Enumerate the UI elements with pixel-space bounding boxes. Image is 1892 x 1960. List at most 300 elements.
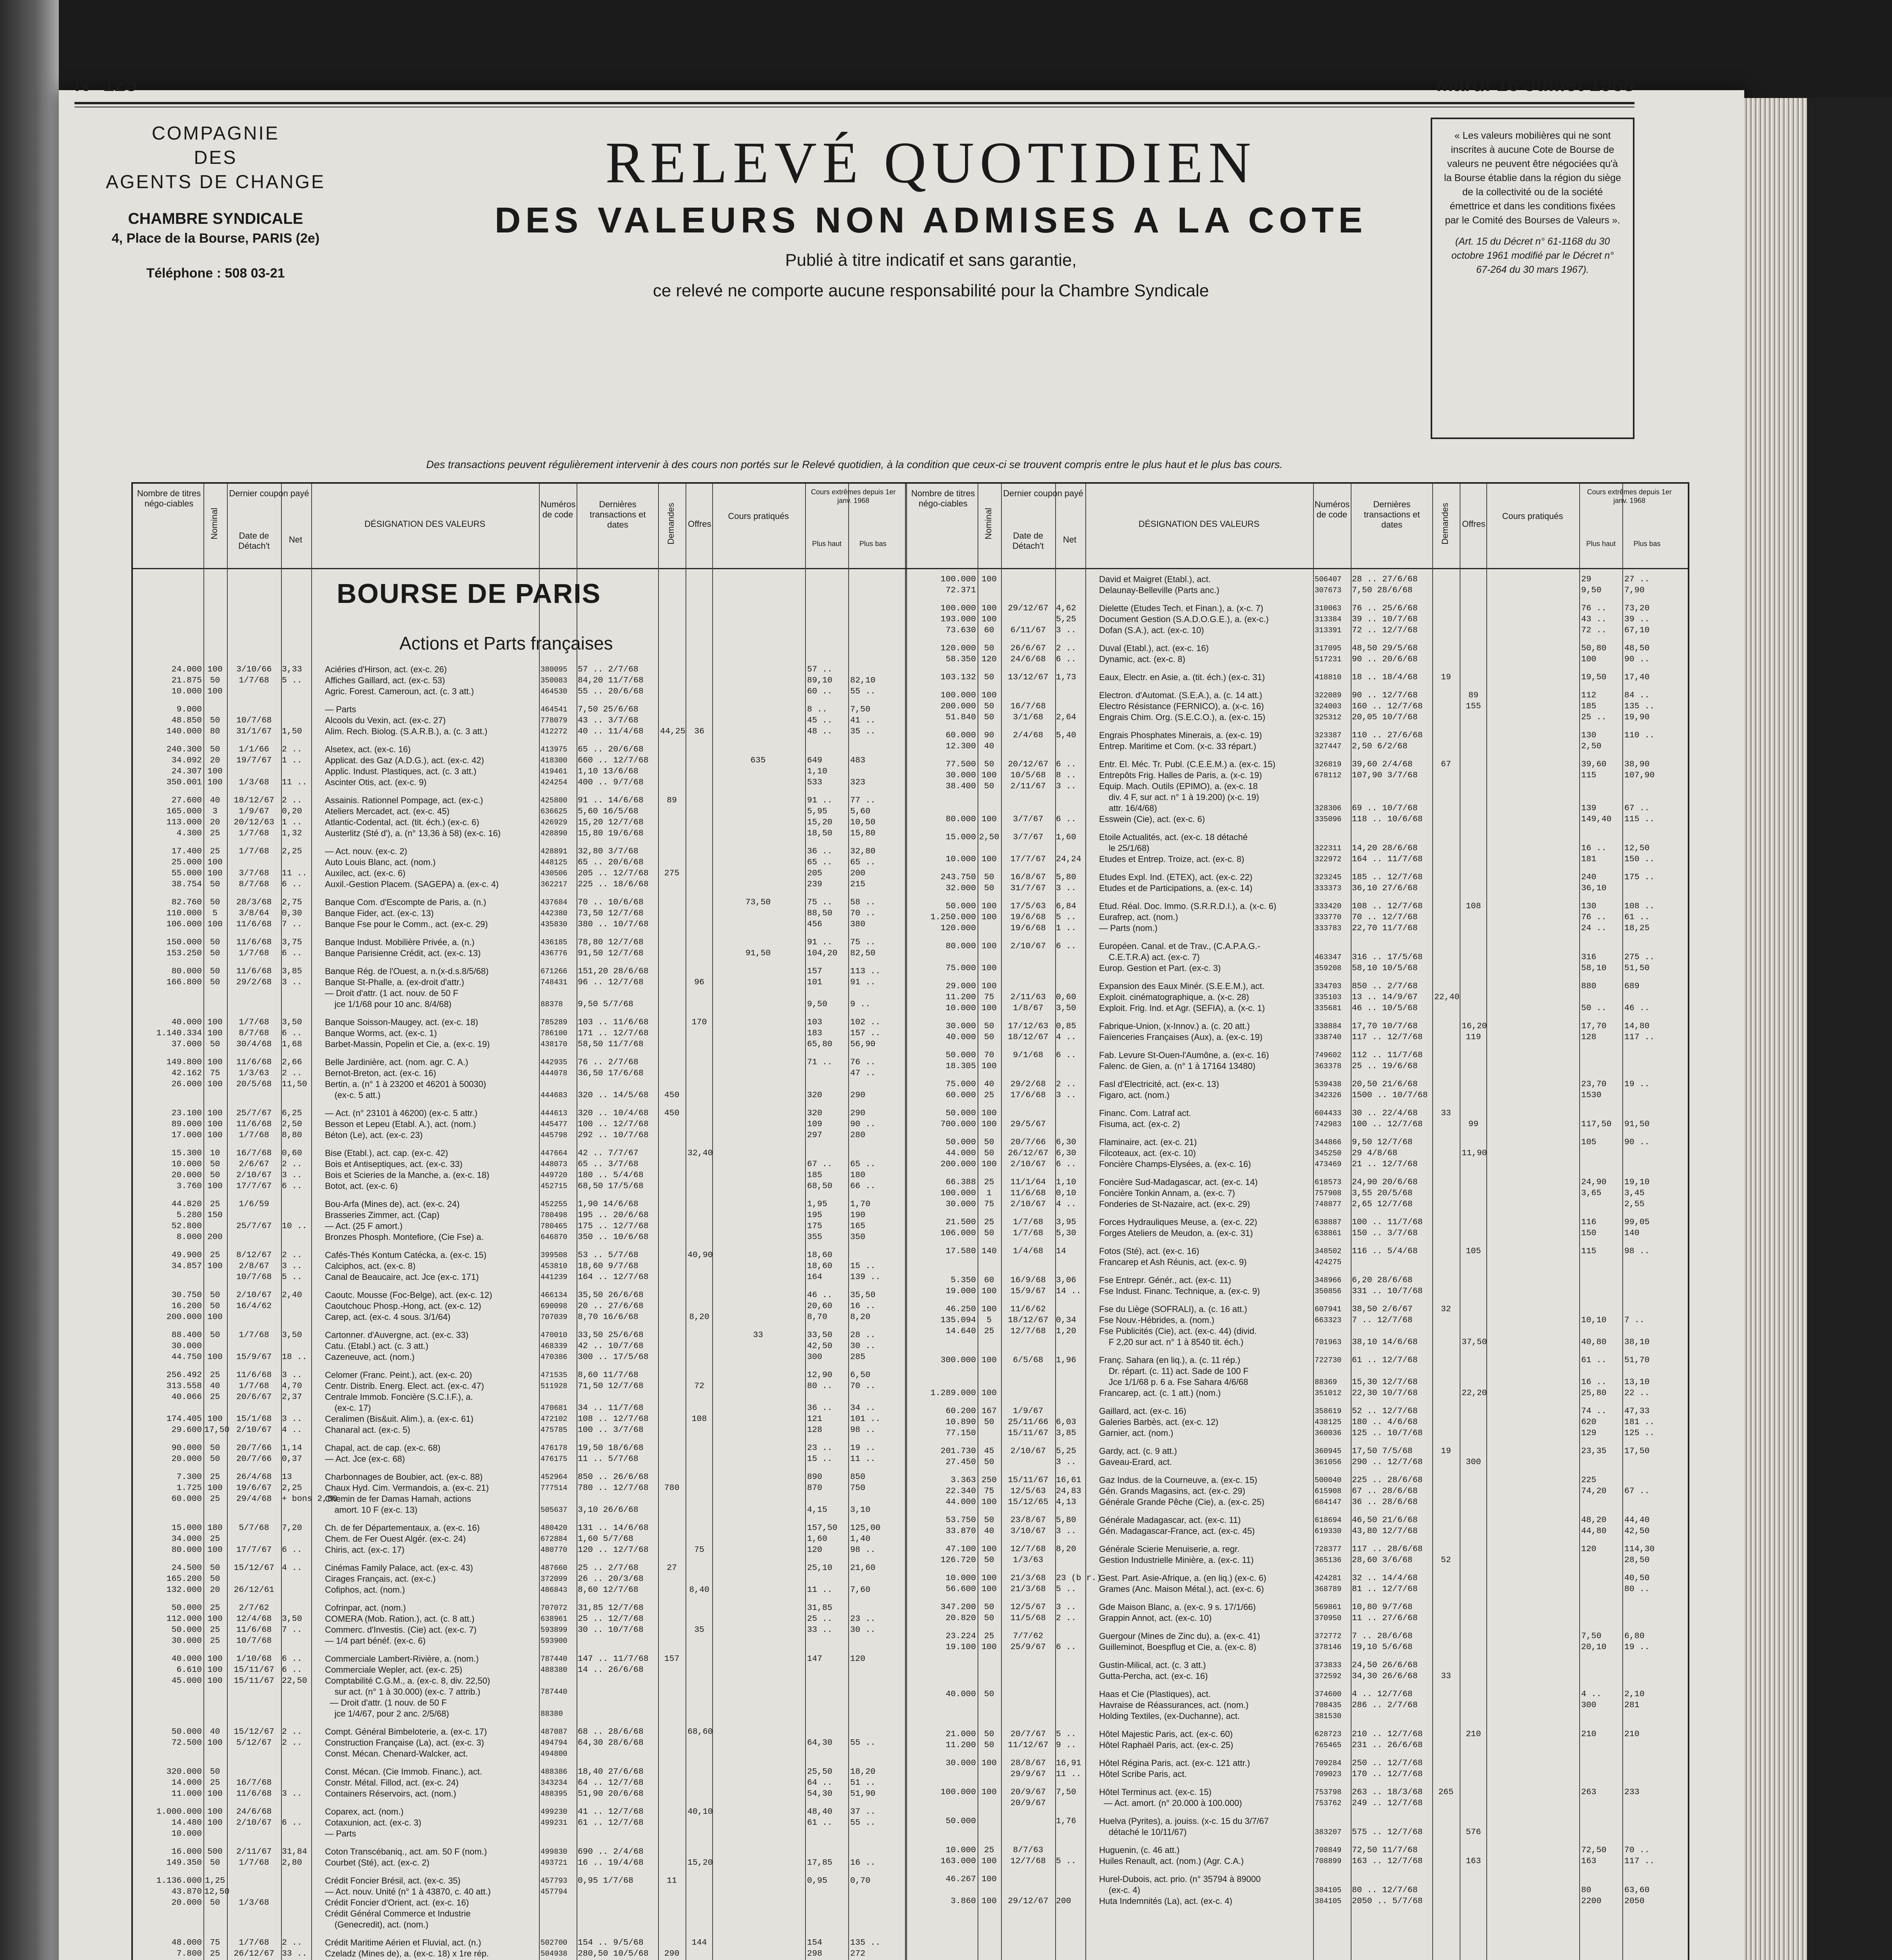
transaction-cell: 210 .. 12/7/68 [1352, 1730, 1423, 1739]
titres-cell: 193.000 [940, 615, 976, 624]
nominal-cell: 100 [207, 1483, 223, 1493]
table-row [133, 1686, 905, 1697]
designation-cell: Gén. Grands Magasins, act. (ex-c. 29) [1099, 1486, 1245, 1496]
demandes-cell: 19 [1441, 673, 1451, 682]
titres-cell: 9.000 [176, 705, 202, 714]
table-row [907, 1286, 1688, 1297]
row-gap [133, 1323, 905, 1330]
titres-cell: 56.600 [945, 1584, 976, 1594]
table-row [907, 792, 1688, 803]
table-row [907, 1021, 1688, 1032]
nominal-cell: 50 [984, 1555, 994, 1565]
net-cell: 1,14 [282, 1443, 302, 1453]
table-row [133, 1221, 905, 1232]
transaction-cell: 34 .. 11/7/68 [578, 1403, 644, 1413]
nominal-cell: 100 [207, 1181, 223, 1191]
plus-bas-cell: 140 [1624, 1229, 1640, 1238]
plus-haut-cell: 43 .. [1581, 615, 1607, 624]
code-cell: 381530 [1315, 1712, 1342, 1720]
designation-cell: Botot, act. (ex-c. 6) [325, 1181, 398, 1191]
transaction-cell: 7 .. 12/7/68 [1352, 1316, 1413, 1325]
designation-cell: Franç. Sahara (en liq.), a. (c. 11 rép.) [1099, 1355, 1241, 1365]
date-cell: 1/7/68 [239, 1938, 269, 1947]
designation-cell: Cinémas Family Palace, act. (ex-c. 43) [325, 1563, 473, 1573]
code-cell: 618573 [1315, 1178, 1342, 1187]
designation-cell: — Act. (25 F amort.) [325, 1221, 403, 1231]
titres-cell: 5.350 [951, 1276, 976, 1285]
code-cell: 428890 [541, 829, 568, 838]
plus-bas-cell: 380 [850, 920, 865, 929]
net-cell: 3,85 [282, 967, 302, 976]
plus-haut-cell: 103 [807, 1018, 822, 1027]
titres-cell: 37.000 [171, 1040, 202, 1049]
designation-cell: attr. 16/4/68) [1099, 803, 1157, 813]
hdr-transactions: Dernières transactions et dates [1364, 499, 1420, 530]
date-cell: 15/11/67 [234, 1665, 274, 1675]
designation-cell: Banque Parisienne Crédit, act. (ex-c. 13) [325, 948, 481, 958]
plus-bas-cell: 18,20 [850, 1767, 876, 1777]
table-row [907, 603, 1688, 614]
date-cell: 2/10/67 [236, 1290, 272, 1300]
table-row [133, 1443, 905, 1454]
designation-cell: Engrais Phosphates Minerais, a. (ex-c. 19) [1099, 730, 1262, 740]
row-gap [133, 1283, 905, 1290]
table-row [133, 1523, 905, 1534]
table-row [133, 777, 905, 788]
table-row [133, 1090, 905, 1101]
plus-bas-cell: 75 .. [850, 938, 876, 947]
table-row [907, 854, 1688, 865]
titres-cell: 47.100 [945, 1544, 976, 1554]
offres-cell: 8,40 [689, 1585, 709, 1595]
designation-cell: Coton Transcébaniq., act. am. 50 F (nom.) [325, 1847, 487, 1857]
plus-bas-cell: 190 [850, 1210, 865, 1220]
row-gap [133, 1868, 905, 1875]
titres-cell: 16.000 [171, 1847, 202, 1857]
titres-cell: 174.405 [166, 1414, 202, 1424]
titres-cell: 20.000 [171, 1454, 202, 1464]
hdr-plus-haut: Plus haut [812, 540, 842, 548]
table-row [133, 1563, 905, 1573]
titres-cell: 32.000 [945, 884, 976, 893]
plus-haut-cell: 297 [807, 1131, 822, 1140]
nominal-cell: 25 [210, 1250, 220, 1260]
plus-haut-cell: 24 .. [1581, 924, 1607, 933]
transaction-cell: 13 .. 14/9/67 [1352, 993, 1418, 1002]
code-cell: 399508 [541, 1251, 568, 1259]
plus-bas-cell: 13,10 [1624, 1377, 1650, 1387]
nominal-cell: 25 [210, 1200, 220, 1209]
date-cell: 8/7/63 [1013, 1846, 1043, 1855]
row-gap [907, 1239, 1688, 1246]
plus-haut-cell: 225 [1581, 1475, 1596, 1485]
issue-number: N° 125 [74, 73, 137, 96]
date-cell: 29/4/68 [236, 1494, 272, 1504]
transaction-cell: 36,50 17/6/68 [578, 1069, 644, 1078]
net-cell: 2,75 [282, 898, 302, 907]
transaction-cell: 73,50 12/7/68 [578, 909, 644, 918]
plus-bas-cell: 290 [850, 1109, 865, 1118]
designation-cell: Banque Fider, act. (ex-c. 13) [325, 908, 434, 918]
code-cell: 324003 [1315, 702, 1342, 711]
designation-cell: Barbet-Massin, Popelin et Cie, a. (ex-c. 19) [325, 1039, 490, 1049]
nominal-cell: 75 [210, 1069, 220, 1078]
demandes-cell: 290 [664, 1949, 680, 1958]
nominal-cell: 25 [210, 1472, 220, 1482]
nominal-cell: 50 [984, 1690, 994, 1699]
date-cell: 3/7/67 [1013, 833, 1043, 842]
titres-cell: 120.000 [940, 644, 976, 653]
plus-bas-cell: 108 .. [1624, 902, 1655, 911]
plus-haut-cell: 128 [1581, 1033, 1596, 1042]
nominal-cell: 100 [981, 942, 997, 951]
nominal-cell: 100 [207, 1614, 223, 1624]
table-row [907, 883, 1688, 894]
transaction-cell: 1,90 14/6/68 [578, 1200, 639, 1209]
net-cell: 3 .. [282, 1370, 302, 1380]
code-cell: 619330 [1315, 1527, 1342, 1535]
designation-cell: amort. 10 F (ex-c. 13) [325, 1505, 417, 1515]
nominal-cell: 50 [210, 716, 220, 725]
designation-cell: Brasseries Zimmer, act. (Cap) [325, 1210, 440, 1220]
nominal-cell: 100 [981, 615, 997, 624]
plus-haut-cell: 620 [1581, 1417, 1596, 1427]
transaction-cell: 90 .. 12/7/68 [1352, 691, 1418, 700]
table-row [907, 741, 1688, 752]
code-cell: 448073 [541, 1160, 568, 1169]
plus-bas-cell: 120 [850, 1654, 865, 1664]
designation-cell: Duval (Etabl.), act. (ex-c. 16) [1099, 643, 1209, 653]
row-gap [907, 1043, 1688, 1050]
nominal-cell: 50 [210, 949, 220, 958]
plus-haut-cell: 25,50 [807, 1767, 833, 1777]
demandes-cell: 44,25 [660, 727, 686, 736]
plus-haut-cell: 72 .. [1581, 626, 1607, 635]
nominal-cell: 20 [210, 1585, 220, 1595]
designation-cell: Assainis. Rationnel Pompage, act. (ex-c.) [325, 795, 483, 805]
designation-cell: — Droit d'attr. (1 act. nouv. de 50 F [325, 988, 459, 998]
nominal-cell: 50 [984, 673, 994, 682]
table-row [133, 919, 905, 930]
plus-bas-cell: 102 .. [850, 1018, 881, 1027]
transaction-cell: 35,50 26/6/68 [578, 1290, 644, 1300]
designation-cell: Bronzes Phosph. Montefiore, (Cie Fse) a. [325, 1232, 484, 1242]
plus-haut-cell: 5,95 [807, 807, 827, 816]
transaction-cell: 316 .. 17/5/68 [1352, 953, 1423, 962]
table-row [907, 1388, 1688, 1399]
plus-bas-cell: 66 .. [850, 1181, 876, 1191]
plus-haut-cell: 139 [1581, 804, 1596, 813]
nominal-cell: 50 [984, 884, 994, 893]
date-cell: 11/6/68 [236, 1370, 272, 1380]
date-cell: 25/7/67 [236, 1109, 272, 1118]
code-cell: 452255 [541, 1200, 568, 1209]
table-row [133, 1425, 905, 1436]
designation-cell: Flaminaire, act. (ex-c. 21) [1099, 1137, 1197, 1147]
titres-cell: 18.305 [945, 1062, 976, 1071]
net-cell: 3 .. [282, 1261, 302, 1271]
designation-cell: Forges Ateliers de Meudon, a. (ex-c. 31) [1099, 1228, 1253, 1238]
code-cell: 448125 [541, 858, 568, 867]
offres-cell: 96 [694, 978, 704, 987]
transaction-cell: 30 .. 10/7/68 [578, 1625, 644, 1635]
plus-haut-cell: 298 [807, 1949, 822, 1958]
transaction-cell: 68,50 17/5/68 [578, 1181, 644, 1191]
row-gap [133, 737, 905, 744]
transaction-cell: 31,85 12/7/68 [578, 1603, 644, 1613]
nominal-cell: 50 [984, 1229, 994, 1238]
transaction-cell: 96 .. 12/7/68 [578, 978, 644, 987]
demandes-cell: 52 [1441, 1555, 1451, 1565]
plus-bas-cell: 750 [850, 1483, 865, 1493]
row-gap [133, 1799, 905, 1806]
titres-cell: 44.000 [945, 1497, 976, 1507]
titres-cell: 11.200 [945, 993, 976, 1002]
date-cell: 17/7/67 [1010, 855, 1046, 864]
code-cell: 438125 [1315, 1418, 1342, 1426]
plus-bas-cell: 23 .. [850, 1614, 876, 1624]
plus-haut-cell: 58,10 [1581, 964, 1607, 973]
code-cell: 322311 [1315, 844, 1342, 853]
date-cell: 20/7/66 [1010, 1138, 1046, 1147]
net-cell: 2,40 [282, 1290, 302, 1300]
row-gap [907, 636, 1688, 643]
net-cell: 6 .. [1056, 815, 1076, 824]
transaction-cell: 225 .. 28/6/68 [1352, 1475, 1423, 1485]
titres-cell: 320.000 [166, 1767, 202, 1777]
code-cell: 476178 [541, 1444, 568, 1452]
demandes-cell: 265 [1438, 1788, 1454, 1797]
code-cell: 384105 [1315, 1897, 1342, 1906]
table-row [907, 1660, 1688, 1671]
plus-haut-cell: 115 [1581, 771, 1596, 780]
table-row [907, 843, 1688, 854]
code-cell: 335103 [1315, 993, 1342, 1002]
code-cell: 511928 [541, 1382, 568, 1390]
nominal-cell: 25 [210, 1636, 220, 1646]
plus-haut-cell: 115 [1581, 1247, 1596, 1256]
designation-cell: div. 4 F, sur act. n° 1 à 19.200) (x-c. 19) [1099, 792, 1259, 802]
plus-haut-cell: 80 .. [807, 1381, 833, 1391]
row-gap [133, 1555, 905, 1563]
date-cell: 11/6/68 [236, 1625, 272, 1635]
designation-cell: Grames (Anc. Maison Métal.), act. (ex-c. 6) [1099, 1584, 1264, 1594]
plus-bas-cell: 51,50 [1624, 964, 1650, 973]
plus-bas-cell: 16 .. [850, 1858, 876, 1867]
date-cell: 20/9/67 [1010, 1788, 1046, 1797]
offres-cell: 15,20 [688, 1858, 713, 1867]
titres-cell: 50.000 [171, 1625, 202, 1635]
date-cell: 1/7/68 [239, 829, 269, 838]
date-cell: 2/8/67 [239, 1261, 269, 1271]
designation-cell: Etudes Expl. Ind. (ETEX), act. (ex-c. 22) [1099, 872, 1253, 882]
code-cell: 363378 [1315, 1062, 1342, 1071]
code-cell: 373833 [1315, 1661, 1342, 1670]
date-cell: 25/9/67 [1010, 1642, 1046, 1652]
table-row [133, 1261, 905, 1272]
masthead-line1: Publié à titre indicatif et sans garantie, [785, 250, 1077, 270]
nominal-cell: 100 [207, 1131, 223, 1140]
plus-bas-cell: 280 [850, 1131, 865, 1140]
date-cell: 2/10/67 [1010, 942, 1046, 951]
net-cell: 1,60 [1056, 833, 1076, 842]
titres-cell: 149.350 [166, 1858, 202, 1867]
titres-cell: 165.200 [166, 1574, 202, 1584]
table-row [133, 1919, 905, 1930]
designation-cell: Aciéries d'Hirson, act. (ex-c. 26) [325, 664, 447, 674]
net-cell: 5 .. [1056, 1857, 1076, 1866]
designation-cell: sur act. (n° 1 à 30.000) (ex-c. 7 attrib.) [325, 1687, 481, 1697]
date-cell: 1/3/63 [239, 1069, 269, 1078]
code-cell: 487087 [541, 1728, 568, 1736]
plus-bas-cell: 51,90 [850, 1789, 876, 1798]
plus-bas-cell: 7,60 [850, 1585, 871, 1595]
transaction-cell: 290 .. 12/7/68 [1352, 1457, 1423, 1467]
row-gap [133, 788, 905, 795]
transaction-cell: 64,30 28/6/68 [578, 1738, 644, 1748]
plus-haut-cell: 154 [807, 1938, 822, 1947]
plus-bas-cell: 42,50 [1624, 1526, 1650, 1536]
nominal-cell: 45 [984, 1446, 994, 1456]
titres-cell: 34.857 [171, 1261, 202, 1271]
transaction-cell: 69 .. 10/7/68 [1352, 804, 1418, 813]
row-gap [133, 1141, 905, 1148]
date-cell: 6/5/68 [1013, 1356, 1043, 1365]
designation-cell: Courbet (Sté), act. (ex-c. 2) [325, 1858, 430, 1867]
titres-cell: 82.760 [171, 898, 202, 907]
net-cell: 0,30 [282, 909, 302, 918]
code-cell: 338884 [1315, 1022, 1342, 1031]
plus-haut-cell: 25,10 [807, 1563, 833, 1573]
table-row [133, 1828, 905, 1839]
plus-haut-cell: 36,10 [1581, 884, 1607, 893]
transaction-cell: 18,60 9/7/68 [578, 1261, 639, 1271]
code-cell: 383207 [1315, 1828, 1342, 1837]
table-row [133, 1948, 905, 1959]
transaction-cell: 29 4/8/68 [1352, 1149, 1398, 1158]
net-cell: 2,25 [282, 1483, 302, 1493]
hdr-code: Numéros de code [1315, 499, 1350, 519]
code-cell: 742983 [1315, 1120, 1342, 1129]
date-cell: 1/7/68 [239, 676, 269, 685]
plus-bas-cell: 19 .. [1624, 1080, 1650, 1089]
table-row [133, 1414, 905, 1425]
net-cell: 23 (b r.) [1056, 1573, 1102, 1583]
plus-bas-cell: 84 .. [1624, 691, 1650, 700]
code-cell: 428891 [541, 847, 568, 856]
plus-haut-cell: 263 [1581, 1788, 1596, 1797]
plus-bas-cell: 22 .. [1624, 1388, 1650, 1398]
plus-haut-cell: 19,50 [1581, 673, 1607, 682]
hdr-extremes: Cours extrêmes depuis 1er janv. 1968 [1587, 488, 1672, 505]
demandes-cell: 450 [664, 1109, 680, 1118]
transaction-cell: 1,60 5/7/68 [578, 1534, 633, 1544]
designation-cell: Carep, act. (ex-c. 4 sous. 3/1/64) [325, 1312, 451, 1322]
plus-bas-cell: 125 .. [1624, 1428, 1655, 1438]
table-row [907, 1544, 1688, 1555]
transaction-cell: 17,70 10/7/68 [1352, 1022, 1418, 1031]
nominal-cell: 50 [210, 1160, 220, 1169]
nominal-cell: 100 [981, 1497, 997, 1507]
titres-cell: 10.000 [945, 1846, 976, 1855]
masthead-title: RELEVÉ QUOTIDIEN [605, 130, 1257, 195]
designation-cell: Générale Grande Pêche (Cie), a. (ex-c. 25) [1099, 1497, 1264, 1507]
designation-cell: Européen. Canal. et de Trav., (C.A.P.A.G.- [1099, 941, 1261, 951]
titres-cell: 10.890 [945, 1417, 976, 1427]
titres-cell: 21.000 [945, 1730, 976, 1739]
nominal-cell: 140 [981, 1247, 997, 1256]
nominal-cell: 25 [210, 1778, 220, 1788]
code-cell: 457794 [541, 1887, 568, 1896]
net-cell: 6 .. [282, 1654, 302, 1664]
transaction-cell: 300 .. 17/5/68 [578, 1352, 649, 1362]
titres-cell: 58.350 [945, 655, 976, 664]
designation-cell: Bois et Scieries de la Manche, a. (ex-c. 18) [325, 1170, 490, 1180]
titres-cell: 30.000 [945, 771, 976, 780]
designation-cell: Crédit Foncier d'Orient, act. (ex-c. 16) [325, 1898, 469, 1907]
date-cell: 2/10/67 [236, 1818, 272, 1828]
transaction-cell: 76 .. 2/7/68 [578, 1058, 639, 1067]
plus-haut-cell: 25 .. [807, 1614, 833, 1624]
titres-cell: 313.558 [166, 1381, 202, 1391]
nominal-cell: 500 [207, 1847, 223, 1857]
table-row [133, 1653, 905, 1664]
designation-cell: Gde Maison Blanc, a. (ex-c. 9 s. 17/1/66) [1099, 1602, 1256, 1612]
date-cell: 15/11/67 [234, 1676, 274, 1686]
transaction-cell: 8,70 16/6/68 [578, 1312, 639, 1322]
offres-cell: 36 [694, 727, 704, 736]
plus-bas-cell: 135 .. [850, 1938, 881, 1947]
titres-cell: 80.000 [171, 967, 202, 976]
plus-haut-cell: 36 .. [807, 1403, 833, 1413]
date-cell: 11/6/68 [236, 1058, 272, 1067]
titres-cell: 10.000 [171, 1829, 202, 1838]
nominal-cell: 50 [984, 782, 994, 791]
row-gap [133, 1595, 905, 1602]
code-cell: 384105 [1315, 1886, 1342, 1895]
titres-cell: 5.280 [176, 1210, 202, 1220]
designation-cell: Ceralimen (Bis&uit. Alim.), a. (ex-c. 61) [325, 1414, 473, 1424]
row-gap [907, 1268, 1688, 1275]
nominal-cell: 50 [210, 1330, 220, 1340]
code-cell: 748431 [541, 978, 568, 987]
plus-haut-cell: 117,50 [1581, 1120, 1612, 1129]
net-cell: 3,95 [1056, 1218, 1076, 1227]
designation-cell: — Act. nouv. Unité (n° 1 à 43870, c. 40 att.) [325, 1887, 491, 1896]
plus-haut-cell: 48,40 [807, 1807, 833, 1817]
table-row [907, 1457, 1688, 1468]
nominal-cell: 25 [210, 1370, 220, 1380]
offres-cell: 37,50 [1462, 1338, 1487, 1347]
plus-bas-cell: 215 [850, 880, 865, 889]
hdr-plus-bas: Plus bas [859, 540, 887, 548]
plus-bas-cell: 7,90 [1624, 586, 1645, 595]
transaction-cell: 117 .. 28/6/68 [1352, 1544, 1423, 1554]
code-cell: 333373 [1315, 884, 1342, 893]
designation-cell: Affiches Gaillard, act. (ex-c. 53) [325, 675, 445, 685]
plus-bas-cell: 2050 [1624, 1896, 1645, 1906]
table-row [133, 755, 905, 766]
plus-bas-cell: 19,10 [1624, 1178, 1650, 1187]
net-cell: 18 .. [282, 1352, 307, 1362]
plus-bas-cell: 323 [850, 778, 865, 787]
transaction-cell: 34,30 26/6/68 [1352, 1671, 1418, 1681]
table-row [907, 1246, 1688, 1257]
net-cell: 8 .. [1056, 771, 1076, 780]
nominal-cell: 100 [207, 1654, 223, 1664]
table-row [133, 1301, 905, 1312]
titres-cell: 43.870 [171, 1887, 202, 1896]
